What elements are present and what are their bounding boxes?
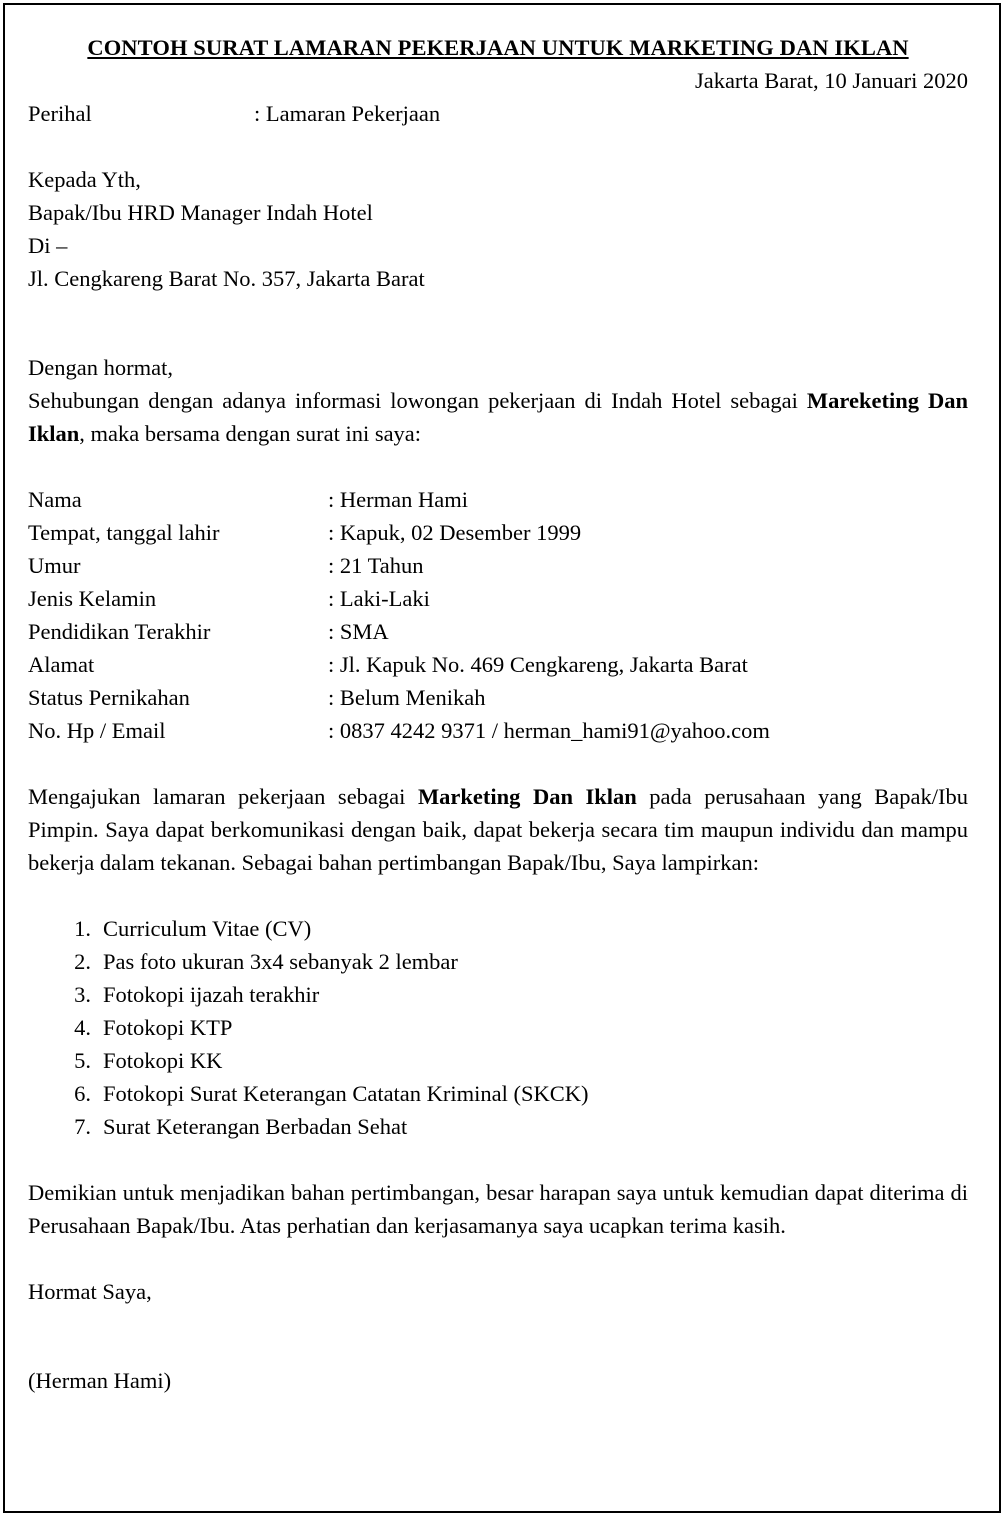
attachment-list xyxy=(28,912,968,1143)
identity-row xyxy=(28,516,968,549)
identity-label: No. Hp / Email xyxy=(28,718,166,743)
intro-position: Mareketing Dan Iklan xyxy=(28,388,969,446)
list-item xyxy=(28,1011,968,1044)
list-text: Fotokopi KTP xyxy=(103,1015,233,1040)
list-number: 3. xyxy=(74,982,91,1007)
identity-table xyxy=(28,483,968,747)
list-number: 4. xyxy=(74,1015,91,1040)
letter-title: CONTOH SURAT LAMARAN PEKERJAAN UNTUK MARKETING DAN IKLAN xyxy=(87,35,909,60)
closing-paragraph: Demikian untuk menjadikan bahan pertimbangan, besar harapan saya untuk kemudian dapat diterima di Perusahaan Bapak/Ibu. Atas perhatian dan kerjasamanya saya ucapkan terima kasih. xyxy=(28,1180,968,1238)
identity-label: Tempat, tanggal lahir xyxy=(28,520,220,545)
list-number: 5. xyxy=(74,1048,91,1073)
identity-value: : SMA xyxy=(328,619,389,644)
list-item xyxy=(28,945,968,978)
intro-text-after: , maka bersama dengan surat ini saya: xyxy=(79,421,422,446)
identity-value: : Laki-Laki xyxy=(328,586,430,611)
identity-value: : 21 Tahun xyxy=(328,553,424,578)
list-item xyxy=(28,1077,968,1110)
identity-row xyxy=(28,714,968,747)
body-position: Marketing Dan Iklan xyxy=(417,784,637,809)
identity-row xyxy=(28,648,968,681)
perihal-value: : Lamaran Pekerjaan xyxy=(254,101,441,126)
recipient-line-2: Bapak/Ibu HRD Manager Indah Hotel xyxy=(28,200,373,225)
list-text: Fotokopi ijazah terakhir xyxy=(103,982,320,1007)
list-item xyxy=(28,1110,968,1143)
identity-row xyxy=(28,615,968,648)
list-text: Fotokopi Surat Keterangan Catatan Kriminal (SKCK) xyxy=(103,1081,589,1106)
body-text-before: Mengajukan lamaran pekerjaan sebagai xyxy=(28,784,406,809)
signoff: Hormat Saya, xyxy=(28,1279,152,1304)
intro-paragraph xyxy=(28,384,968,450)
identity-label: Pendidikan Terakhir xyxy=(28,619,211,644)
identity-row xyxy=(28,483,968,516)
list-item xyxy=(28,978,968,1011)
identity-row xyxy=(28,582,968,615)
list-number: 2. xyxy=(74,949,91,974)
list-item xyxy=(28,1044,968,1077)
list-text: Curriculum Vitae (CV) xyxy=(103,916,312,941)
letter-date: Jakarta Barat, 10 Januari 2020 xyxy=(694,68,968,93)
recipient-line-3: Di – xyxy=(28,233,68,258)
identity-value: : 0837 4242 9371 / herman_hami91@yahoo.com xyxy=(328,718,770,743)
identity-label: Alamat xyxy=(28,652,95,677)
identity-label: Umur xyxy=(28,553,81,578)
identity-value: : Belum Menikah xyxy=(328,685,486,710)
intro-text-before: Sehubungan dengan adanya informasi lowongan pekerjaan di Indah Hotel sebagai xyxy=(28,388,798,413)
identity-value: : Herman Hami xyxy=(328,487,468,512)
identity-label: Jenis Kelamin xyxy=(28,586,157,611)
perihal-row xyxy=(28,97,968,130)
signature-name: (Herman Hami) xyxy=(28,1368,172,1393)
greeting: Dengan hormat, xyxy=(28,355,173,380)
recipient-address: Jl. Cengkareng Barat No. 357, Jakarta Barat xyxy=(28,266,425,291)
list-item xyxy=(28,912,968,945)
list-text: Pas foto ukuran 3x4 sebanyak 2 lembar xyxy=(103,949,458,974)
recipient-line-1: Kepada Yth, xyxy=(28,167,141,192)
list-number: 1. xyxy=(74,916,91,941)
list-text: Surat Keterangan Berbadan Sehat xyxy=(103,1114,408,1139)
body-paragraph xyxy=(28,780,968,879)
perihal-label: Perihal xyxy=(28,101,92,126)
identity-row xyxy=(28,549,968,582)
list-text: Fotokopi KK xyxy=(103,1048,223,1073)
identity-value: : Kapuk, 02 Desember 1999 xyxy=(328,520,582,545)
letter xyxy=(28,34,968,1397)
identity-label: Status Pernikahan xyxy=(28,685,190,710)
identity-value: : Jl. Kapuk No. 469 Cengkareng, Jakarta Barat xyxy=(328,652,748,677)
body-text-after: pada perusahaan yang Bapak/Ibu Pimpin. Saya dapat berkomunikasi dengan baik, dapat bekerja secara tim maupun individu dan mampu bekerja dalam tekanan. Sebagai bahan pertimbangan Bapak/Ibu, Saya lampirkan: xyxy=(28,784,968,875)
list-number: 6. xyxy=(74,1081,91,1106)
identity-label: Nama xyxy=(28,487,82,512)
identity-row xyxy=(28,681,968,714)
list-number: 7. xyxy=(74,1114,91,1139)
